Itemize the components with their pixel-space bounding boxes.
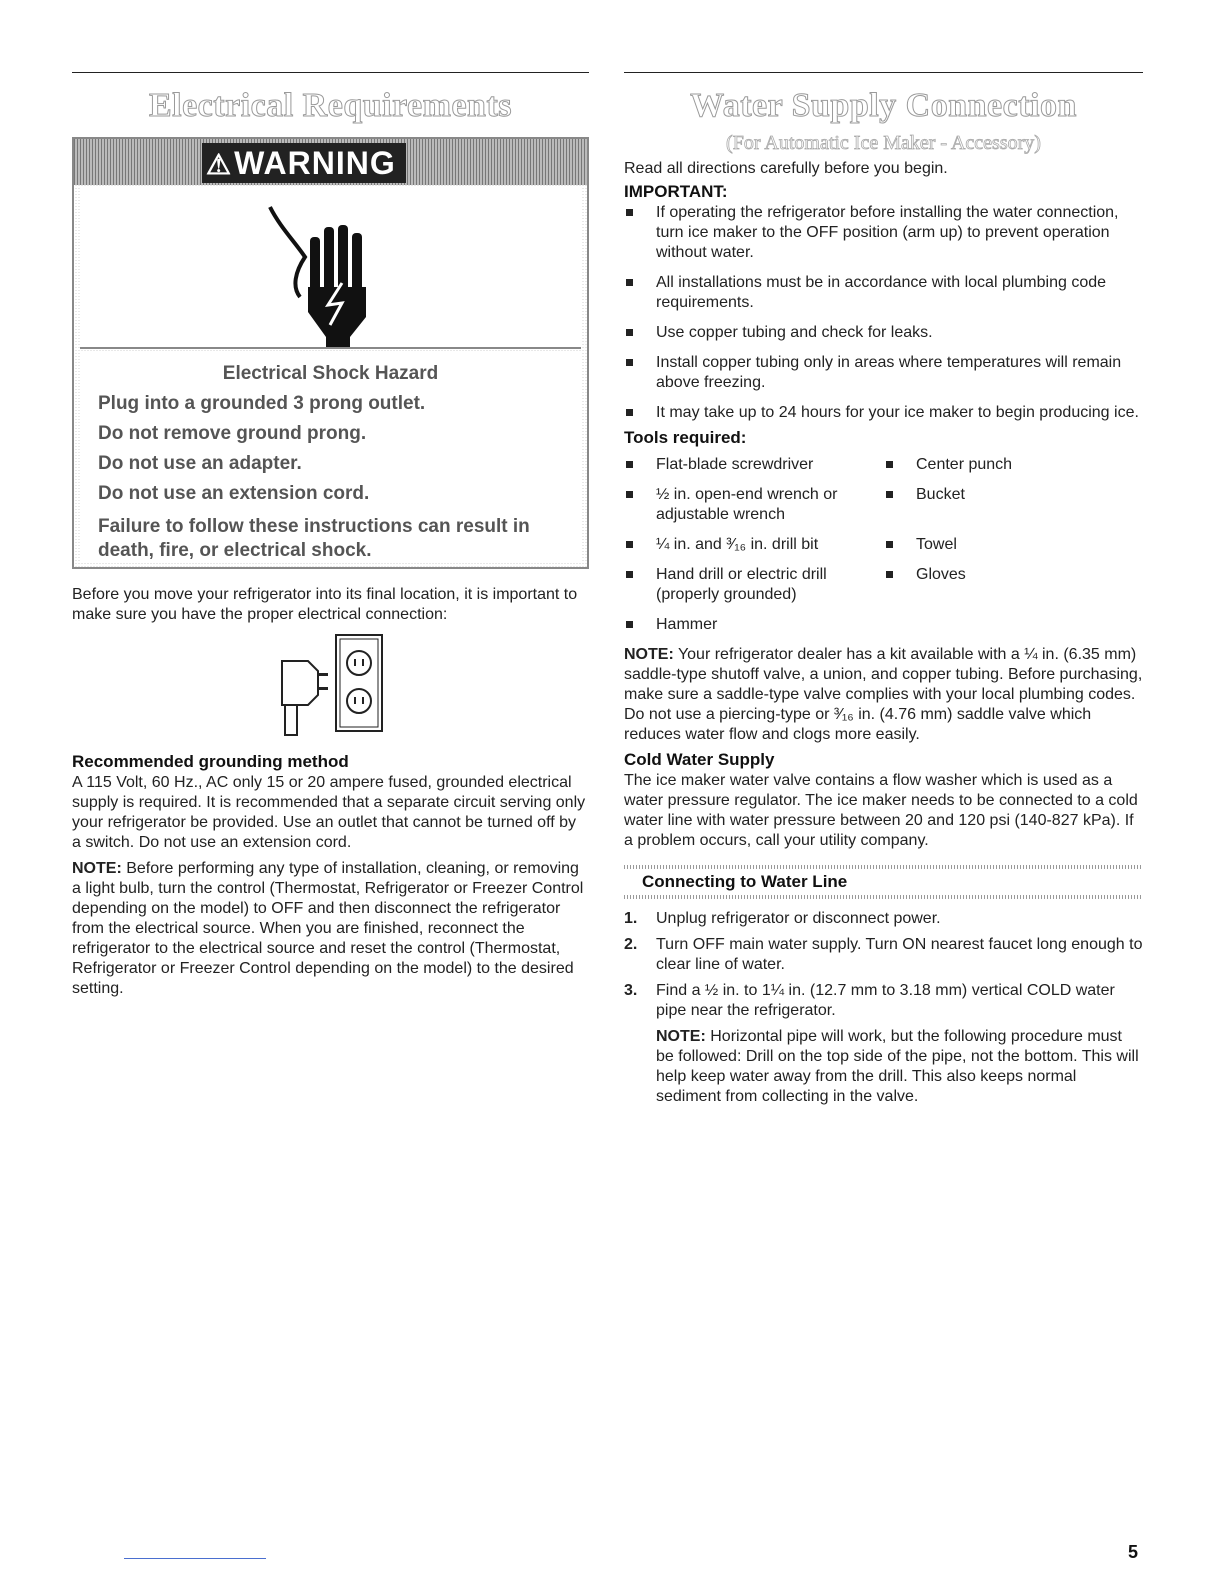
list-item: If operating the refrigerator before installing the water connection, turn ice maker to the OFF position (arm up) to prevent operation without water.: [624, 203, 1143, 263]
hazard-line: Do not use an extension cord.: [98, 483, 370, 504]
important-list: [624, 203, 1143, 423]
hazard-title: Electrical Shock Hazard: [222, 363, 439, 384]
footer-rule: [124, 1558, 266, 1559]
hazard-line: Do not remove ground prong.: [98, 423, 367, 444]
list-item: Center punch: [884, 455, 1143, 475]
section-subtitle: (For Automatic Ice Maker - Accessory): [726, 132, 1041, 154]
electrical-requirements-section: [72, 72, 589, 999]
note-text: Horizontal pipe will work, but the following procedure must be followed: Drill on the top side of the pipe, not the bottom. This will help keep water away from the drill. This also keeps normal sediment from collecting in the valve.: [656, 1028, 1139, 1105]
right-note: [624, 645, 1143, 745]
grounding-text: A 115 Volt, 60 Hz., AC only 15 or 20 ampere fused, grounded electrical supply is required. It is recommended that a separate circuit serving only your refrigerator be provided. Use an outlet that cannot be turned off by a switch. Do not use an extension cord.: [72, 774, 586, 851]
outlet-illustration: [72, 625, 589, 751]
step-item: [624, 909, 1143, 929]
water-supply-section: [624, 72, 1143, 1107]
list-item: Install copper tubing only in areas where temperatures will remain above freezing.: [624, 353, 1143, 393]
section-title-electrical: Electrical Requirements: [148, 87, 513, 124]
hazard-line: Failure to follow these instructions can result in death, fire, or electrical shock.: [98, 516, 530, 561]
hazard-text-panel: [80, 351, 581, 561]
step-number: 2.: [624, 936, 638, 953]
page-number: 5: [1128, 1542, 1139, 1562]
intro-text: Before you move your refrigerator into its final location, it is important to make sure you have the proper electrical connection:: [72, 586, 578, 623]
tools-list-col2: [884, 455, 1143, 635]
step-item: [624, 935, 1143, 975]
list-item: It may take up to 24 hours for your ice maker to begin producing ice.: [624, 403, 1143, 423]
top-rule-left: [72, 72, 589, 73]
cold-water-heading: Cold Water Supply: [624, 750, 775, 769]
list-item: Gloves: [884, 565, 1143, 585]
warning-label-text: WARNING: [234, 145, 396, 181]
step-text: Find a ½ in. to 1¼ in. (12.7 mm to 3.18 mm) vertical COLD water pipe near the refrigerator.: [656, 982, 1115, 1019]
shock-hazard-illustration: [80, 187, 581, 349]
warning-box: [72, 137, 589, 569]
electric-shock-hand-icon: [80, 187, 585, 347]
list-item: ½ in. open-end wrench or adjustable wrench: [624, 485, 884, 525]
note-label: NOTE:: [624, 646, 674, 663]
note-label: NOTE:: [656, 1028, 706, 1045]
step-text: Turn OFF main water supply. Turn ON nearest faucet long enough to clear line of water.: [656, 936, 1143, 973]
cold-water-text: The ice maker water valve contains a flow washer which is used as a water pressure regulator. The ice maker needs to be connected to a cold water line with water pressure between 20 and 120 psi (140-827 kPa). If a problem occurs, call your utility company.: [624, 772, 1138, 849]
hazard-line: Plug into a grounded 3 prong outlet.: [98, 393, 426, 414]
note-label: NOTE:: [72, 860, 122, 877]
tools-list-col1: [624, 455, 884, 635]
warning-header: [74, 139, 587, 185]
step-item: [624, 981, 1143, 1021]
list-item: Flat-blade screwdriver: [624, 455, 884, 475]
plug-and-outlet-icon: [72, 625, 589, 751]
step3-note: [656, 1027, 1143, 1107]
read-all-text: Read all directions carefully before you begin.: [624, 160, 948, 177]
grounding-heading: Recommended grounding method: [72, 752, 349, 771]
steps-list: [624, 909, 1143, 1021]
hazard-line: Do not use an adapter.: [98, 453, 302, 474]
section-title-water: Water Supply Connection: [690, 87, 1077, 124]
important-label: IMPORTANT:: [624, 182, 728, 201]
dotted-divider: [624, 895, 1143, 899]
top-rule-right: [624, 72, 1143, 73]
tools-label: Tools required:: [624, 428, 747, 447]
list-item: Bucket: [884, 485, 1143, 505]
step-text: Unplug refrigerator or disconnect power.: [656, 910, 941, 927]
list-item: All installations must be in accordance with local plumbing code requirements.: [624, 273, 1143, 313]
warning-label: [202, 143, 406, 183]
list-item: Towel: [884, 535, 1143, 555]
list-item: Use copper tubing and check for leaks.: [624, 323, 1143, 343]
left-note: [72, 859, 589, 999]
list-item: ¼ in. and ³⁄₁₆ in. drill bit: [624, 535, 884, 555]
list-item: Hand drill or electric drill (properly grounded): [624, 565, 884, 605]
step-number: 3.: [624, 982, 638, 999]
tools-grid: [624, 455, 1143, 635]
step-number: 1.: [624, 910, 638, 927]
note-text: Your refrigerator dealer has a kit available with a ¼ in. (6.35 mm) saddle-type shutoff valve, a union, and copper tubing. Before purchasing, make sure a saddle-type valve complies with your local plumbing codes. Do not use a piercing-type or ³⁄₁₆ in. (4.76 mm) saddle valve which reduces water flow and clogs more easily.: [624, 646, 1143, 743]
dotted-divider: [624, 865, 1143, 869]
note-text: Before performing any type of installation, cleaning, or removing a light bulb, turn the control (Thermostat, Refrigerator or Freezer Control depending on the model) to OFF and then disconnect the refrigerator from the electrical source. When you are finished, reconnect the refrigerator to the electrical source and reset the control (Thermostat, Refrigerator or Freezer Control depending on the model) to the desired setting.: [72, 860, 584, 997]
list-item: Hammer: [624, 615, 884, 635]
connecting-heading: Connecting to Water Line: [642, 872, 848, 891]
warning-triangle-icon: ⚠: [206, 149, 233, 180]
